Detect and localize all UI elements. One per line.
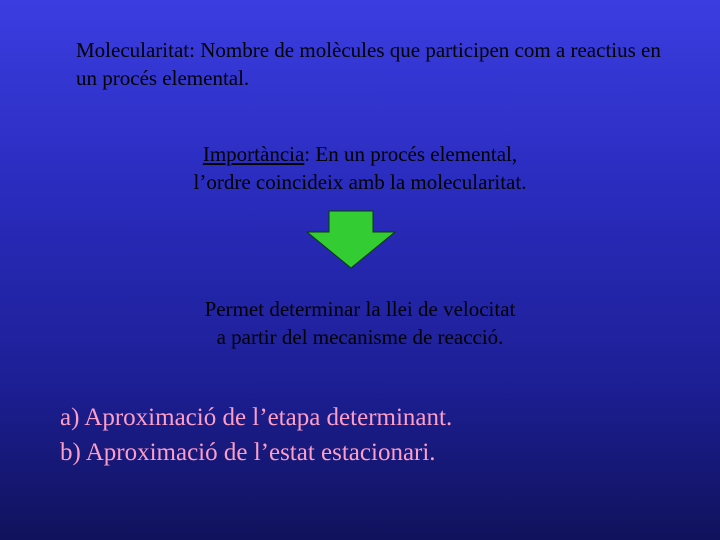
result-paragraph <box>120 295 600 351</box>
definition-paragraph <box>76 36 676 92</box>
importance-paragraph <box>120 140 600 196</box>
result-line2: a partir del mecanisme de reacció. <box>216 325 504 349</box>
result-line1: Permet determinar la llei de velocitat <box>204 297 516 321</box>
importance-line2: l’ordre coincideix amb la molecularitat. <box>193 170 527 194</box>
down-arrow-icon <box>305 210 397 270</box>
definition-term: Molecularitat: <box>76 38 195 62</box>
importance-line1: : En un procés elemental, <box>304 142 518 166</box>
definition-text: Nombre de molècules que participen com a reactius en un procés elemental. <box>76 38 661 90</box>
importance-label: Importància <box>202 142 305 166</box>
option-b: b) Aproximació de l’estat estacionari. <box>60 439 436 466</box>
option-a: a) Aproximació de l’etapa determinant. <box>60 404 453 431</box>
options-list <box>60 400 452 470</box>
